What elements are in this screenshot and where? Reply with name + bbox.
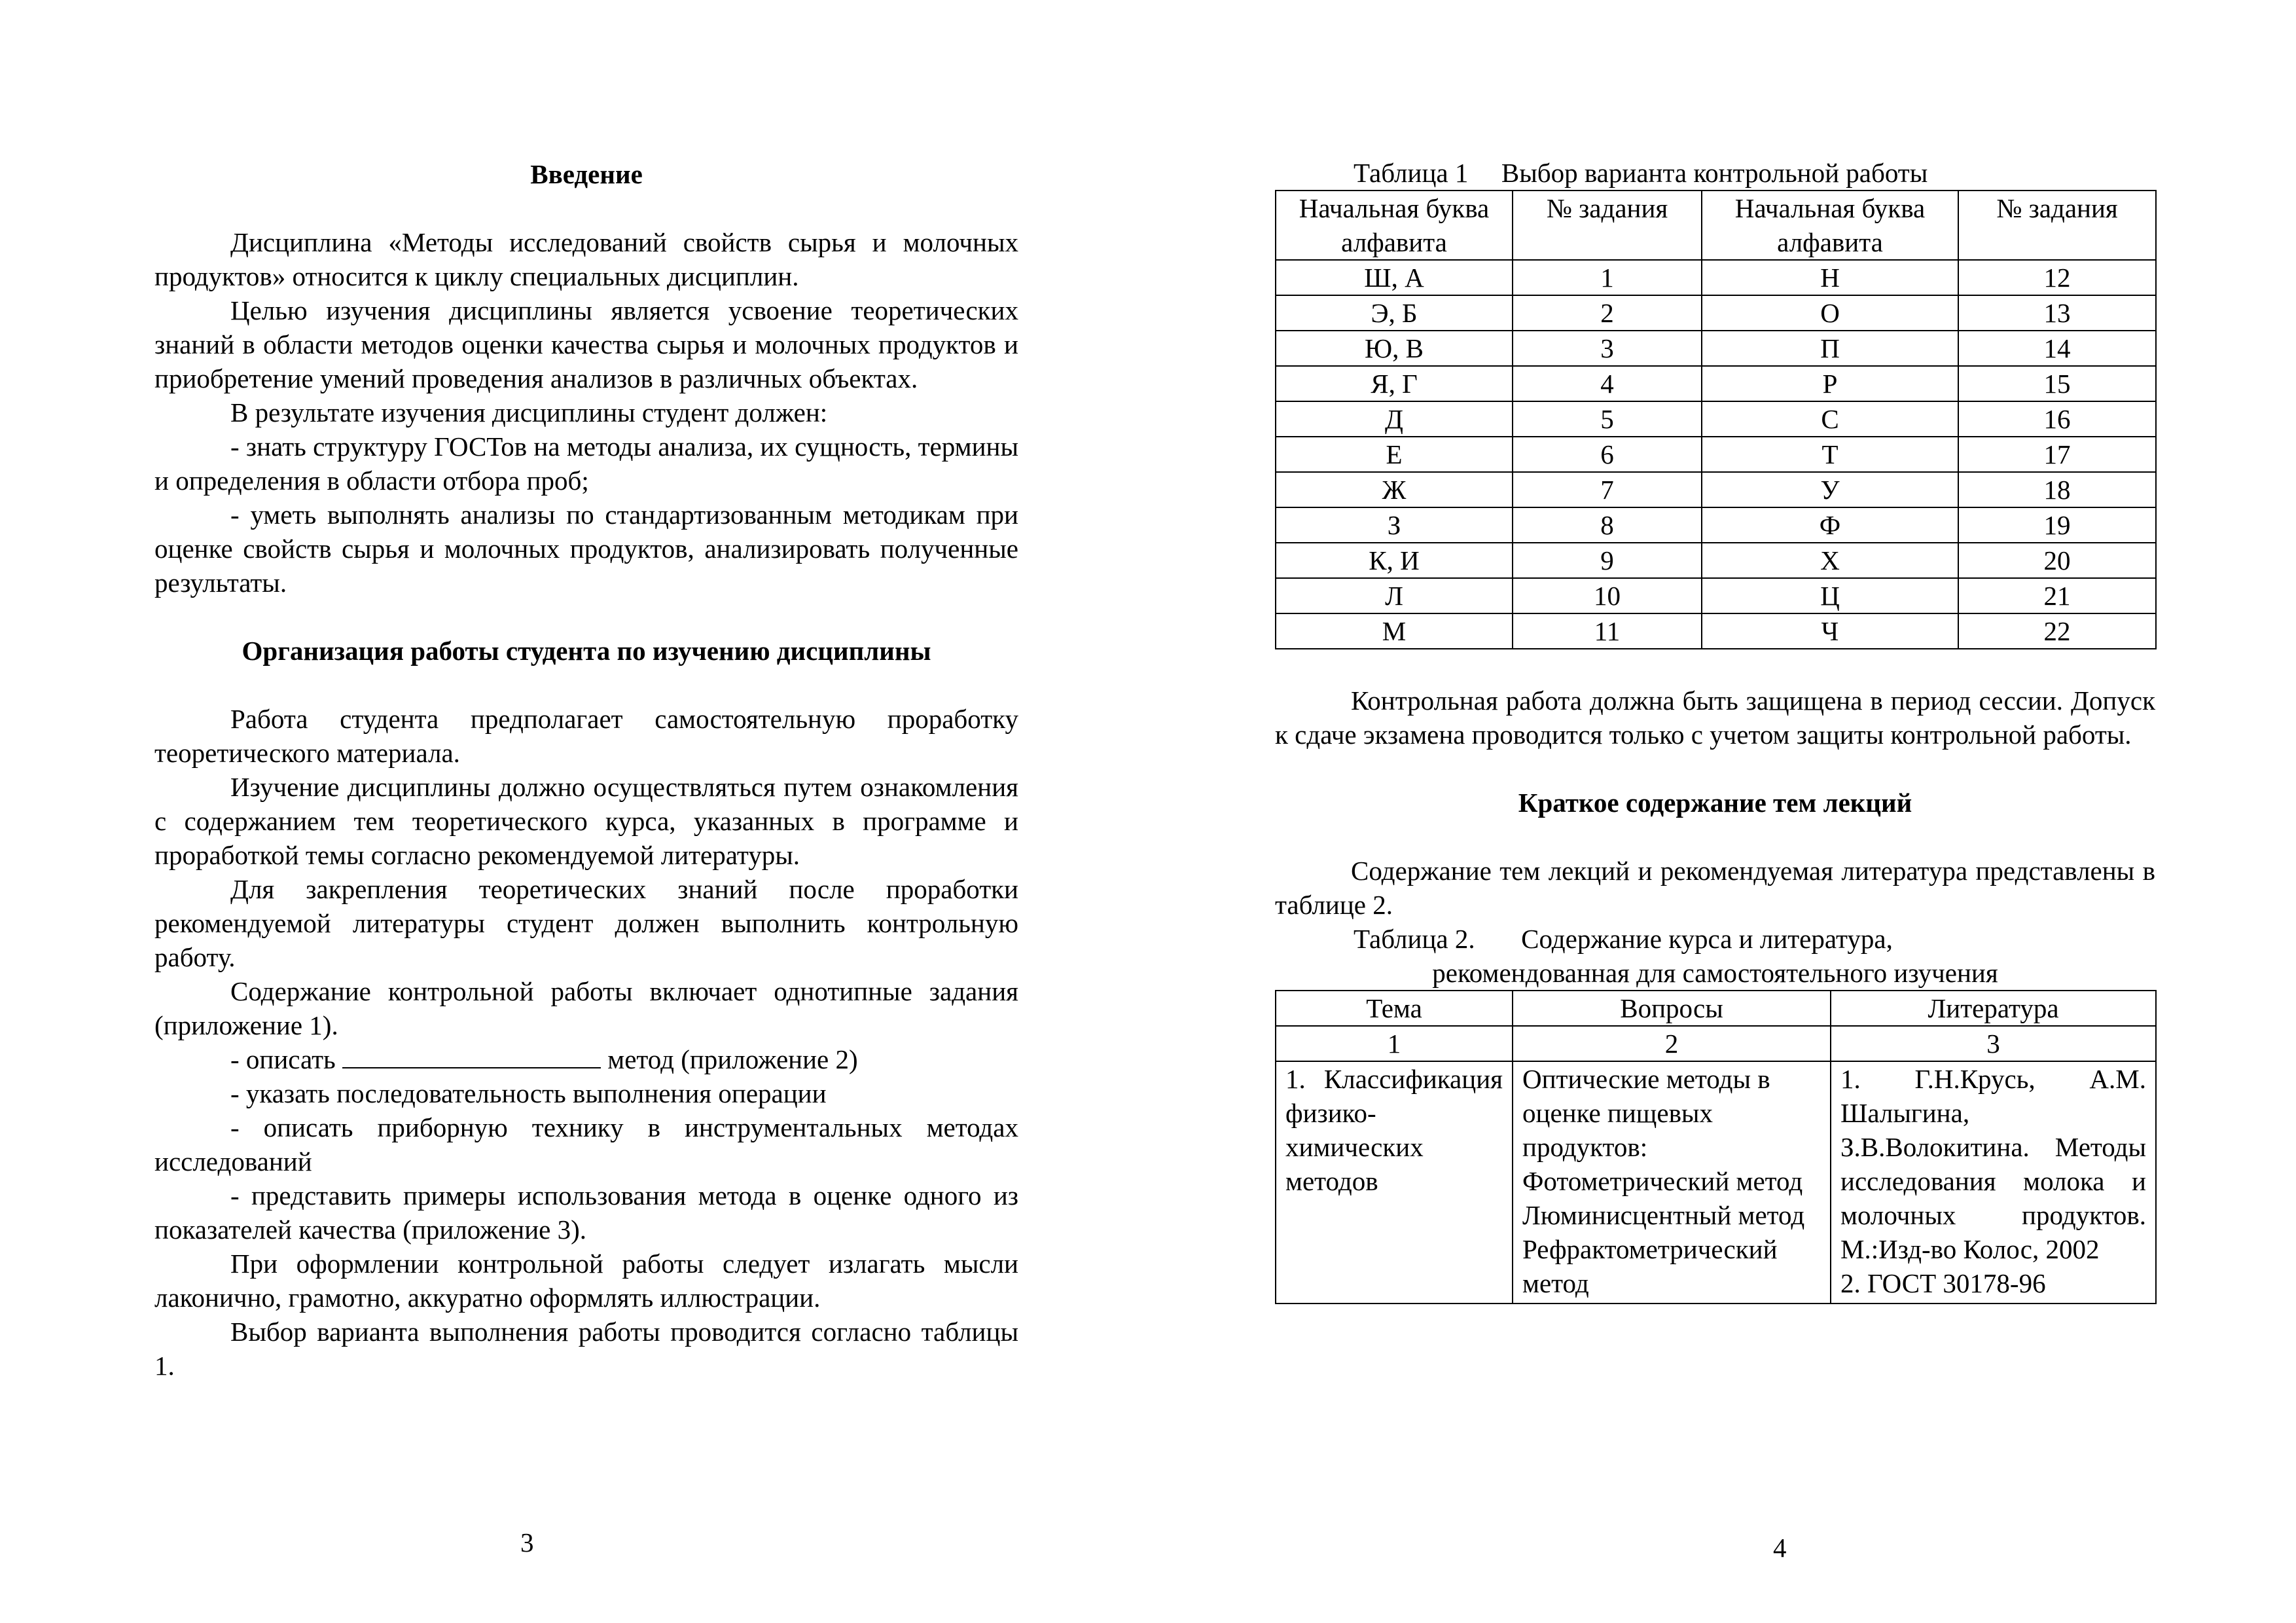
org-paragraph: Работа студента предполагает самостоятельную проработку теоретического материала.	[154, 704, 1018, 768]
course-content-table	[1275, 990, 2157, 1304]
table-header-cell: Вопросы	[1513, 991, 1831, 1026]
org-paragraph: Содержание контрольной работы включает однотипные задания (приложение 1).	[154, 976, 1018, 1040]
table-header-cell: № задания	[1958, 191, 2156, 260]
table-cell: 18	[1958, 472, 2156, 507]
table-cell: М	[1276, 613, 1513, 649]
table-cell: 15	[1958, 366, 2156, 401]
table2-caption-line1: Содержание курса и литература,	[1521, 924, 1893, 954]
table-cell: 3	[1831, 1026, 2156, 1061]
table-row	[1276, 331, 2156, 366]
table-header-cell: Литература	[1831, 991, 2156, 1026]
literature-cell	[1831, 1061, 2156, 1304]
topic-cell: 1. Классификация физико-химических методов	[1276, 1061, 1513, 1304]
table-row	[1276, 295, 2156, 331]
task-describe-prefix: - описать	[230, 1044, 336, 1074]
table-cell: Ц	[1702, 578, 1958, 613]
lectures-paragraph: Содержание тем лекций и рекомендуемая литература представлены в таблице 2.	[1275, 856, 2155, 920]
table-cell: 5	[1513, 401, 1702, 437]
table-number-row	[1276, 1026, 2156, 1061]
literature-item: 2. ГОСТ 30178-96	[1840, 1268, 2046, 1298]
table-row	[1276, 578, 2156, 613]
table-cell: Ю, В	[1276, 331, 1513, 366]
table2-caption-line2: рекомендованная для самостоятельного изучения	[1432, 958, 1998, 988]
table-cell: 11	[1513, 613, 1702, 649]
table-row	[1276, 543, 2156, 578]
table-cell: 9	[1513, 543, 1702, 578]
right-page-text	[1275, 156, 2155, 1304]
table-cell: Я, Г	[1276, 366, 1513, 401]
table-cell: 2	[1513, 295, 1702, 331]
org-paragraph: При оформлении контрольной работы следует излагать мысли лаконично, грамотно, аккуратно оформлять иллюстрации.	[154, 1249, 1018, 1313]
table-row	[1276, 507, 2156, 543]
left-page-text	[154, 157, 1018, 1383]
table-cell: П	[1702, 331, 1958, 366]
table-cell: Э, Б	[1276, 295, 1513, 331]
org-paragraph: Для закрепления теоретических знаний после проработки рекомендуемой литературы студент должен выполнить контрольную работу.	[154, 874, 1018, 972]
question-item: Люминисцентный метод	[1522, 1200, 1805, 1230]
question-item: Фотометрический метод	[1522, 1166, 1803, 1196]
table1-caption-label: Таблица 1	[1354, 158, 1469, 188]
intro-paragraph: В результате изучения дисциплины студент должен:	[230, 397, 828, 428]
org-paragraph: - описать приборную технику в инструментальных методах исследований	[154, 1112, 1018, 1176]
table1-caption-title: Выбор варианта контрольной работы	[1501, 158, 1928, 188]
page-number: 3	[520, 1527, 534, 1558]
table-cell: 12	[1958, 260, 2156, 295]
table-header-cell: Начальная буква алфавита	[1702, 191, 1958, 260]
table-cell: 20	[1958, 543, 2156, 578]
table-header-cell: № задания	[1513, 191, 1702, 260]
table-cell: К, И	[1276, 543, 1513, 578]
intro-paragraph: Целью изучения дисциплины является усвоение теоретических знаний в области методов оценки качества сырья и молочных продуктов и приобретение умений проведения анализов в различных объектах.	[154, 295, 1018, 393]
table-cell: Т	[1702, 437, 1958, 472]
table2-caption-label: Таблица 2.	[1354, 924, 1475, 954]
table-cell: 19	[1958, 507, 2156, 543]
question-item: Рефрактометрический метод	[1522, 1234, 1778, 1298]
table-cell: З	[1276, 507, 1513, 543]
table-cell: Х	[1702, 543, 1958, 578]
table-cell: 14	[1958, 331, 2156, 366]
intro-paragraph: - знать структуру ГОСТов на методы анализа, их сущность, термины и определения в области отбора проб;	[154, 431, 1018, 496]
table-cell: 3	[1513, 331, 1702, 366]
intro-paragraph: - уметь выполнять анализы по стандартизованным методикам при оценке свойств сырья и молочных продуктов, анализировать полученные результаты.	[154, 500, 1018, 598]
table-row	[1276, 472, 2156, 507]
table-cell: О	[1702, 295, 1958, 331]
table-row	[1276, 437, 2156, 472]
table-cell: С	[1702, 401, 1958, 437]
table2-caption-line	[1275, 922, 2155, 956]
variant-table	[1275, 190, 2157, 649]
table-cell: 17	[1958, 437, 2156, 472]
questions-cell	[1513, 1061, 1831, 1304]
org-paragraph: Изучение дисциплины должно осуществляться путем ознакомления с содержанием тем теоретического курса, указанных в программе и проработкой темы согласно рекомендуемой литературы.	[154, 772, 1018, 870]
table-cell: 22	[1958, 613, 2156, 649]
table-cell: Д	[1276, 401, 1513, 437]
table-cell: Ж	[1276, 472, 1513, 507]
table-row	[1276, 1061, 2156, 1304]
lectures-heading: Краткое содержание тем лекций	[1518, 788, 1912, 818]
org-paragraph: Выбор варианта выполнения работы проводится согласно таблицы 1.	[154, 1317, 1018, 1381]
table-cell: 6	[1513, 437, 1702, 472]
table-cell: 13	[1958, 295, 2156, 331]
table-cell: Ф	[1702, 507, 1958, 543]
table-cell: 1	[1276, 1026, 1513, 1061]
table-cell: 2	[1513, 1026, 1831, 1061]
table-cell: 8	[1513, 507, 1702, 543]
table-cell: У	[1702, 472, 1958, 507]
table-cell: Ш, А	[1276, 260, 1513, 295]
table-row	[1276, 366, 2156, 401]
table-cell: 21	[1958, 578, 2156, 613]
right-page	[1148, 0, 2296, 1623]
table-header-cell: Начальная буква алфавита	[1276, 191, 1513, 260]
table-row	[1276, 401, 2156, 437]
page-number: 4	[1773, 1533, 1787, 1563]
table-cell: 4	[1513, 366, 1702, 401]
table-cell: Е	[1276, 437, 1513, 472]
table-cell: 7	[1513, 472, 1702, 507]
table-cell: Л	[1276, 578, 1513, 613]
table-header-row	[1276, 191, 2156, 260]
org-paragraph: - представить примеры использования метода в оценке одного из показателей качества (приложение 3).	[154, 1180, 1018, 1245]
table1-caption	[1275, 156, 2155, 190]
literature-item: 1. Г.Н.Крусь, А.М. Шалыгина, З.В.Волокитина. Методы исследования молока и молочных продуктов. М.:Изд-во Колос, 2002	[1840, 1064, 2146, 1264]
table-cell: 10	[1513, 578, 1702, 613]
table-header-cell: Тема	[1276, 991, 1513, 1026]
task-describe-suffix: метод (приложение 2)	[607, 1044, 858, 1074]
table-cell: 1	[1513, 260, 1702, 295]
question-item: Оптические методы в оценке пищевых продуктов:	[1522, 1064, 1770, 1162]
intro-heading: Введение	[530, 159, 643, 189]
organization-heading: Организация работы студента по изучению дисциплины	[242, 636, 931, 666]
table-cell: Н	[1702, 260, 1958, 295]
table-row	[1276, 613, 2156, 649]
table-header-row	[1276, 991, 2156, 1026]
task-describe-line	[154, 1042, 1018, 1076]
intro-paragraph: Дисциплина «Методы исследований свойств сырья и молочных продуктов» относится к циклу специальных дисциплин.	[154, 227, 1018, 291]
table-cell: Р	[1702, 366, 1958, 401]
org-paragraph: - указать последовательность выполнения операции	[230, 1078, 827, 1108]
defense-paragraph: Контрольная работа должна быть защищена в период сессии. Допуск к сдаче экзамена проводится только с учетом защиты контрольной работы.	[1275, 685, 2155, 750]
fill-in-blank-line	[342, 1042, 601, 1068]
table-cell: Ч	[1702, 613, 1958, 649]
table-cell: 16	[1958, 401, 2156, 437]
table-row	[1276, 260, 2156, 295]
